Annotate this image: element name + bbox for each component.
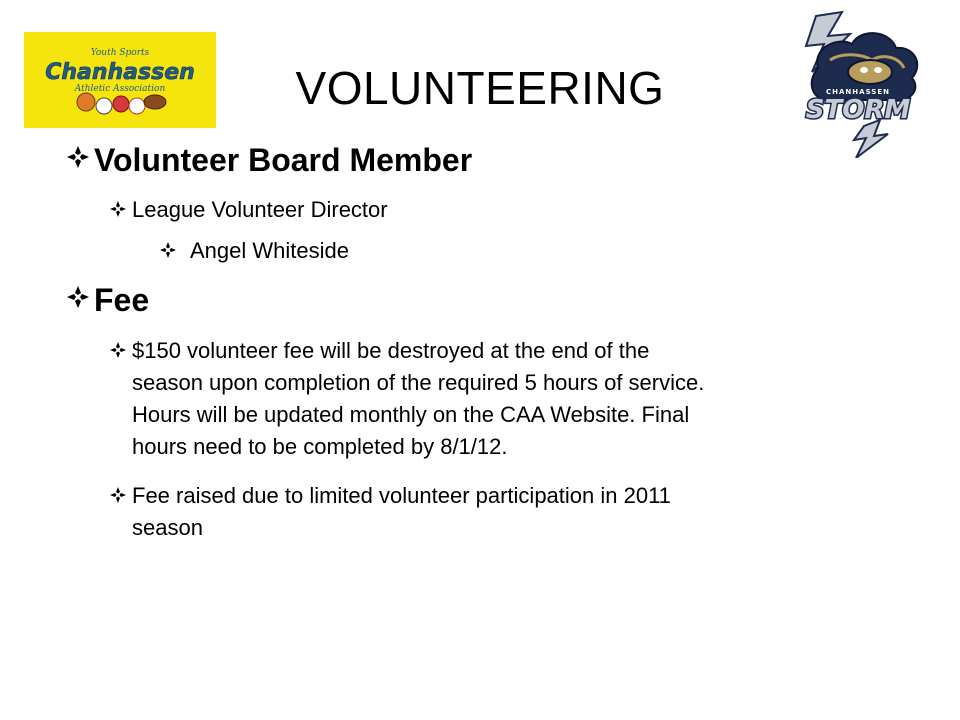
caa-logo-wordmark: Chanhassen (45, 60, 195, 85)
list-item-text (132, 480, 671, 544)
chanhassen-storm-logo (772, 8, 942, 158)
caa-logo-subtitle: Athletic Association (74, 84, 166, 94)
list-item-text: Angel Whiteside (190, 238, 349, 263)
text-line: season (132, 515, 203, 540)
text-line: Fee raised due to limited volunteer participation in 2011 (132, 483, 671, 508)
diamond-bullet-icon (106, 480, 132, 512)
lightning-bolt-icon (854, 120, 888, 158)
diamond-bullet-icon (156, 235, 190, 267)
section-heading-board-member (64, 140, 472, 180)
diamond-bullet-icon (64, 280, 94, 320)
text-line: $150 volunteer fee will be destroyed at the end of the (132, 338, 650, 363)
list-item-angel-whiteside (156, 235, 349, 267)
list-item-text (132, 335, 704, 463)
list-item-league-director (106, 194, 388, 226)
section-heading-text: Fee (94, 282, 150, 318)
section-heading-text: Volunteer Board Member (94, 142, 473, 178)
slide-title: VOLUNTEERING (295, 62, 665, 114)
diamond-bullet-icon (64, 140, 94, 180)
storm-logo-wordmark: STORM (805, 95, 911, 125)
list-item-volunteer-fee (106, 335, 704, 463)
section-heading-fee (64, 280, 149, 320)
diamond-bullet-icon (106, 335, 132, 367)
list-item-text: League Volunteer Director (132, 197, 388, 222)
list-item-fee-raised (106, 480, 671, 544)
diamond-bullet-icon (106, 194, 132, 226)
caa-logo-graphic (24, 32, 216, 128)
text-line: season upon completion of the required 5 hours of service. (132, 370, 705, 395)
caa-logo-tagline: Youth Sports (90, 48, 150, 58)
text-line: Hours will be updated monthly on the CAA Website. Final (132, 402, 690, 427)
chanhassen-athletic-association-logo (24, 32, 216, 128)
storm-logo-top-text: CHANHASSEN (826, 88, 890, 96)
storm-logo-graphic (772, 8, 942, 158)
text-line: hours need to be completed by 8/1/12. (132, 434, 508, 459)
